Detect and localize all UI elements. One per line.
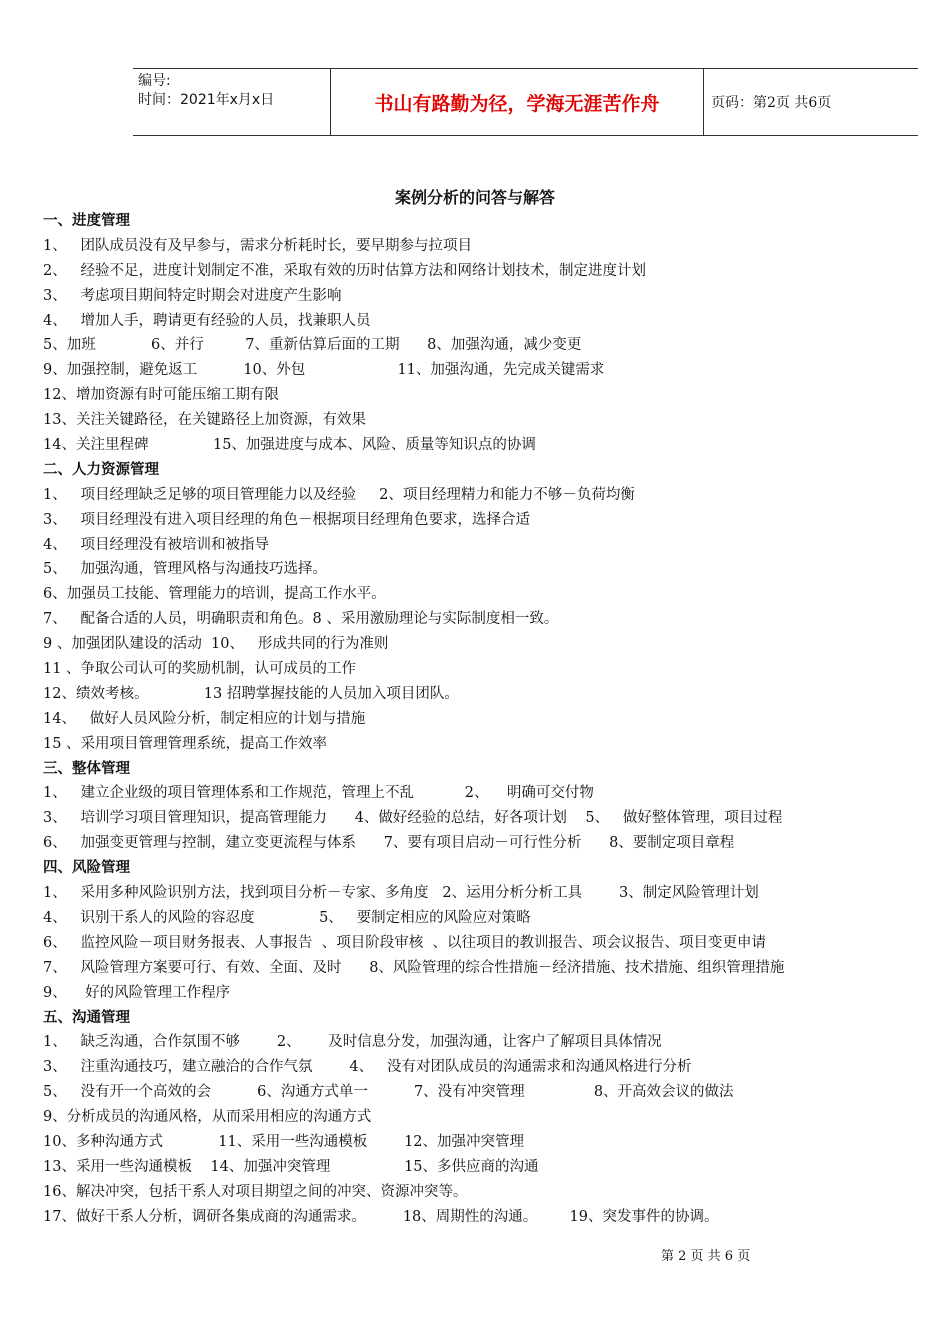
time-label: 时间：2021年x月x日 (138, 92, 275, 108)
body-line: 6、 监控风险－项目财务报表、人事报告 、项目阶段审核 、以往项目的教训报告、项会议报告、项目变更申请 (43, 934, 766, 951)
section-heading: 一、进度管理 (43, 213, 130, 229)
document-title: 案例分析的问答与解答 (394, 188, 555, 207)
body-line: 5、 加强沟通，管理风格与沟通技巧选择。 (43, 561, 328, 578)
body-line: 3、 考虑项目期间特定时期会对进度产生影响 (43, 287, 342, 304)
body-line: 13、关注关键路径，在关键路径上加资源，有效果 (43, 412, 366, 429)
body-line: 12、绩效考核。 13 招聘掌握技能的人员加入项目团队。 (43, 685, 459, 702)
section-heading: 三、整体管理 (43, 760, 130, 777)
body-line: 3、 培训学习项目管理知识，提高管理能力 4、做好经验的总结，好各项计划 5、 做好整体管理，项目过程 (43, 810, 783, 827)
section-heading: 二、人力资源管理 (43, 461, 159, 478)
body-line: 16、解决冲突，包括干系人对项目期望之间的冲突、资源冲突等。 (43, 1183, 468, 1200)
header-info (133, 69, 330, 135)
body-line: 7、 风险管理方案要可行、有效、全面、及时 8、风险管理的综合性措施－经济措施、技术措施、组织管理措施 (43, 959, 785, 976)
section-heading: 四、风险管理 (43, 860, 130, 877)
page-footer: 第 2 页 共 6 页 (661, 1249, 751, 1264)
section-heading: 五、沟通管理 (43, 1009, 130, 1026)
body-line: 3、 项目经理没有进入项目经理的角色－根据项目经理角色要求，选择合适 (43, 511, 531, 528)
body-line: 1、 采用多种风险识别方法，找到项目分析－专家、多角度 2、运用分析分析工具 3、制定风险管理计划 (43, 885, 759, 902)
body-line: 9、分析成员的沟通风格，从而采用相应的沟通方式 (43, 1109, 372, 1126)
body-line: 15 、采用项目管理管理系统，提高工作效率 (43, 735, 328, 752)
body-line: 1、 项目经理缺乏足够的项目管理能力以及经验 2、项目经理精力和能力不够－负荷均衡 (43, 486, 635, 503)
body-line: 1、 建立企业级的项目管理体系和工作规范，管理上不乱 2、 明确可交付物 (43, 785, 594, 802)
header-motto: 书山有路勤为径，学海无涯苦作舟 (330, 69, 704, 135)
body-line: 17、做好干系人分析，调研各集成商的沟通需求。 18、周期性的沟通。 19、突发事件的协调。 (43, 1208, 719, 1225)
page-header (133, 68, 918, 136)
document-body (43, 209, 923, 1230)
body-line: 7、 配备合适的人员，明确职责和角色。8 、采用激励理论与实际制度相一致。 (43, 611, 559, 628)
body-line: 10、多种沟通方式 11、采用一些沟通模板 12、加强冲突管理 (43, 1133, 525, 1150)
body-line: 9 、加强团队建设的活动 10、 形成共同的行为准则 (43, 636, 389, 653)
body-line: 14、 做好人员风险分析，制定相应的计划与措施 (43, 710, 366, 727)
body-line: 5、 没有开一个高效的会 6、沟通方式单一 7、没有冲突管理 8、开高效会议的做法 (43, 1084, 734, 1101)
header-page-code: 页码：第2页 共6页 (711, 95, 832, 111)
body-line: 6、加强员工技能、管理能力的培训，提高工作水平。 (43, 586, 386, 603)
body-line: 11 、争取公司认可的奖励机制，认可成员的工作 (43, 661, 357, 678)
body-line: 13、采用一些沟通模板 14、加强冲突管理 15、多供应商的沟通 (43, 1158, 539, 1175)
body-line: 3、 注重沟通技巧，建立融洽的合作气氛 4、 没有对团队成员的沟通需求和沟通风格进行分析 (43, 1059, 692, 1076)
body-line: 9、 好的风险管理工作程序 (43, 984, 231, 1001)
body-line: 9、加强控制，避免返工 10、外包 11、加强沟通，先完成关键需求 (43, 362, 605, 379)
body-line: 6、 加强变更管理与控制，建立变更流程与体系 7、要有项目启动－可行性分析 8、要制定项目章程 (43, 835, 735, 852)
body-line: 4、 项目经理没有被培训和被指导 (43, 536, 270, 553)
body-line: 14、关注里程碑 15、加强进度与成本、风险、质量等知识点的协调 (43, 437, 536, 454)
body-line: 5、加班 6、并行 7、重新估算后面的工期 8、加强沟通，减少变更 (43, 337, 582, 354)
body-line: 4、 识别干系人的风险的容忍度 5、 要制定相应的风险应对策略 (43, 909, 531, 926)
body-line: 1、 团队成员没有及早参与，需求分析耗时长，要早期参与拉项目 (43, 237, 473, 254)
body-line: 4、 增加人手，聘请更有经验的人员，找兼职人员 (43, 312, 371, 329)
body-line: 1、 缺乏沟通，合作氛围不够 2、 及时信息分发，加强沟通，让客户了解项目具体情况 (43, 1034, 662, 1051)
body-line: 2、 经验不足，进度计划制定不准，采取有效的历时估算方法和网络计划技术，制定进度计划 (43, 262, 647, 279)
body-line: 12、增加资源有时可能压缩工期有限 (43, 387, 279, 404)
number-label: 编号: (138, 73, 171, 89)
